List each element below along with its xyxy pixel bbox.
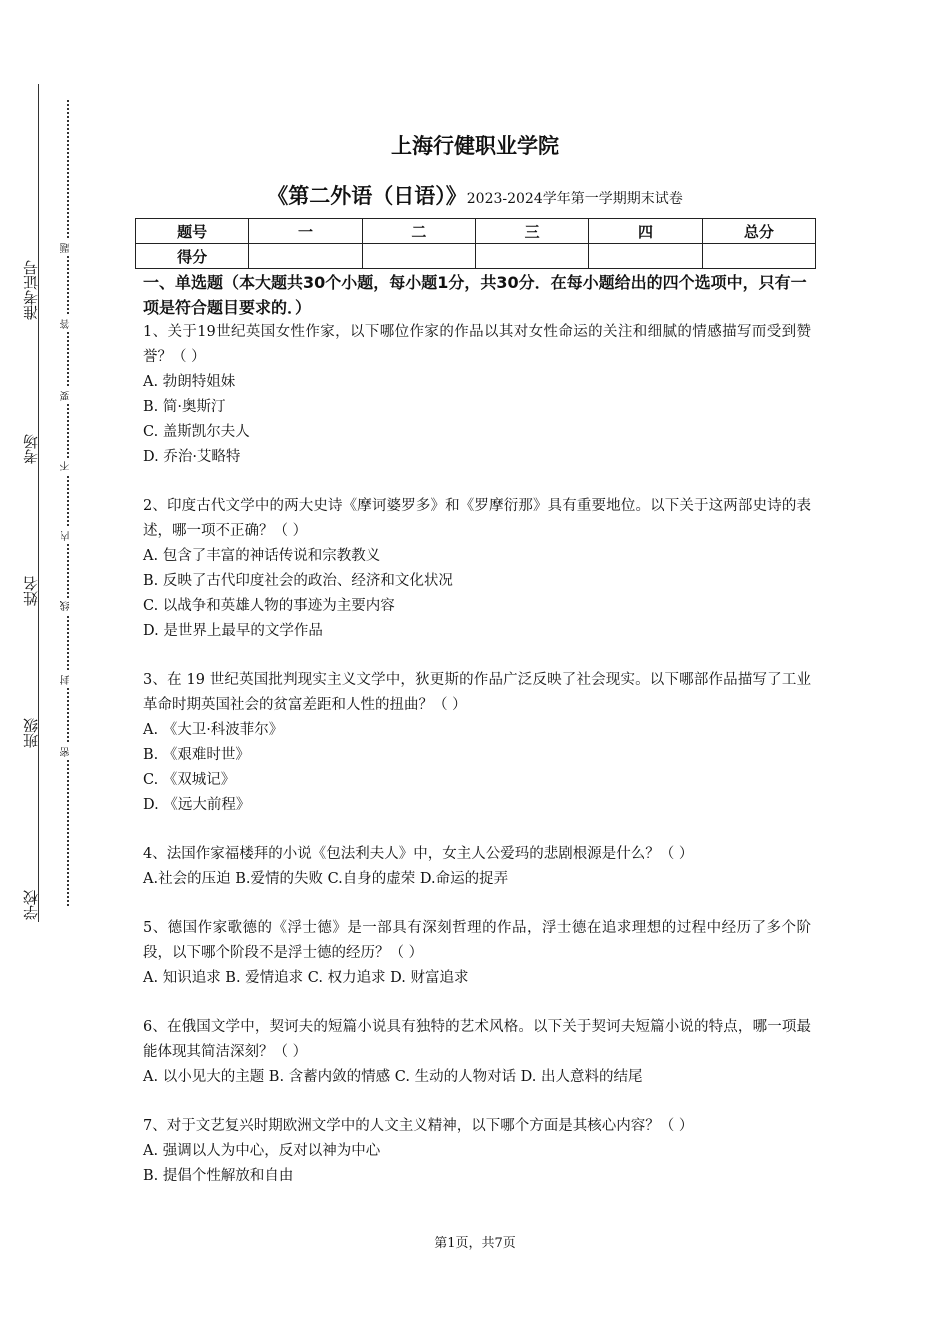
score-table — [135, 218, 816, 269]
seal-char: 题 — [62, 240, 72, 256]
question-option: C. 盖斯凯尔夫人 — [143, 424, 250, 440]
page-footer: 第1页，共7页 — [434, 1236, 516, 1251]
question-option: D. 《远大前程》 — [143, 797, 251, 813]
question-option: B. 简·奥斯汀 — [143, 399, 226, 415]
exam-content — [143, 270, 811, 1189]
score-cell[interactable] — [702, 244, 815, 269]
question — [143, 494, 811, 644]
question-stem: 1、关于19世纪英国女性作家，以下哪位作家的作品以其对女性命运的关注和细腻的情感描写而受到赞誉？（ ） — [143, 324, 811, 365]
question — [143, 1015, 811, 1090]
question-option: D. 乔治·艾略特 — [143, 449, 241, 465]
question-stem: 5、德国作家歌德的《浮士德》是一部具有深刻哲理的作品，浮士德在追求理想的过程中经历了多个阶段，以下哪个阶段不是浮士德的经历？（ ） — [143, 920, 811, 961]
term-label: 2023-2024学年第一学期期末试卷 — [466, 191, 683, 207]
score-table-row — [136, 244, 816, 269]
question-options-inline: A.社会的压迫 B.爱情的失败 C.自身的虚荣 D.命运的捉弄 — [143, 871, 509, 887]
question-options-inline: A. 知识追求 B. 爱情追求 C. 权力追求 D. 财富追求 — [143, 970, 469, 986]
seal-char: 要 — [62, 388, 72, 404]
binding-dotted-line — [67, 100, 69, 906]
question — [143, 668, 811, 818]
question-options-inline: A. 以小见大的主题 B. 含蓄内敛的情感 C. 生动的人物对话 D. 出人意料的结尾 — [143, 1069, 643, 1085]
score-header-cell: 总分 — [702, 219, 815, 244]
class-label: 班级 — [22, 718, 40, 748]
question-option: C. 《双城记》 — [143, 772, 236, 788]
question-option: A. 强调以人为中心，反对以神为中心 — [143, 1143, 381, 1159]
question-stem: 7、对于文艺复兴时期欧洲文学中的人文主义精神，以下哪个方面是其核心内容？（ ） — [143, 1118, 694, 1134]
question-option: B. 提倡个性解放和自由 — [143, 1168, 294, 1184]
institution-title: 上海行健职业学院 — [391, 134, 559, 158]
name-label: 姓名 — [22, 576, 40, 606]
question-stem: 4、法国作家福楼拜的小说《包法利夫人》中，女主人公爱玛的悲剧根源是什么？（ ） — [143, 846, 694, 862]
score-cell[interactable] — [475, 244, 588, 269]
question-option: A. 《大卫·科波菲尔》 — [143, 722, 284, 738]
question — [143, 916, 811, 991]
exam-title — [0, 180, 950, 210]
question — [143, 1114, 811, 1189]
score-table-header-row — [136, 219, 816, 244]
seal-char: 不 — [62, 458, 72, 474]
seal-char: 封 — [62, 672, 72, 688]
score-cell[interactable] — [589, 244, 702, 269]
seal-char: 内 — [62, 528, 72, 544]
question-option: B. 反映了古代印度社会的政治、经济和文化状况 — [143, 573, 453, 589]
question-option: B. 《艰难时世》 — [143, 747, 250, 763]
score-header-cell: 三 — [475, 219, 588, 244]
section-title: 一、单选题（本大题共30个小题，每小题1分，共30分．在每小题给出的四个选项中，只有一项是符合题目要求的．） — [143, 273, 807, 317]
question-option: A. 包含了丰富的神话传说和宗教教义 — [143, 548, 381, 564]
question-option: D. 是世界上最早的文学作品 — [143, 623, 323, 639]
score-cell[interactable] — [249, 244, 362, 269]
score-row-label: 得分 — [136, 244, 249, 269]
question-stem: 2、印度古代文学中的两大史诗《摩诃婆罗多》和《罗摩衍那》具有重要地位。以下关于这两部史诗的表述，哪一项不正确？（ ） — [143, 498, 811, 539]
exam-id-label: 准考证号 — [22, 260, 40, 320]
question-stem: 6、在俄国文学中，契诃夫的短篇小说具有独特的艺术风格。以下关于契诃夫短篇小说的特点，哪一项最能体现其简洁深刻？（ ） — [143, 1019, 811, 1060]
score-header-cell: 一 — [249, 219, 362, 244]
question-option: A. 勃朗特姐妹 — [143, 374, 236, 390]
question — [143, 320, 811, 470]
seal-char: 密 — [62, 744, 72, 760]
question-option: C. 以战争和英雄人物的事迹为主要内容 — [143, 598, 395, 614]
question-stem: 3、在 19 世纪英国批判现实主义文学中，狄更斯的作品广泛反映了社会现实。以下哪部作品描写了工业革命时期英国社会的贫富差距和人性的扭曲？（ ） — [143, 672, 811, 713]
question — [143, 842, 811, 892]
score-header-cell: 题号 — [136, 219, 249, 244]
score-header-cell: 二 — [362, 219, 475, 244]
score-header-cell: 四 — [589, 219, 702, 244]
course-name: 《第二外语（日语）》 — [267, 184, 467, 208]
score-cell[interactable] — [362, 244, 475, 269]
school-label: 学校 — [22, 890, 40, 920]
exam-room-label: 考场 — [22, 434, 40, 464]
seal-char: 答 — [62, 316, 72, 332]
seal-char: 线 — [62, 598, 72, 614]
